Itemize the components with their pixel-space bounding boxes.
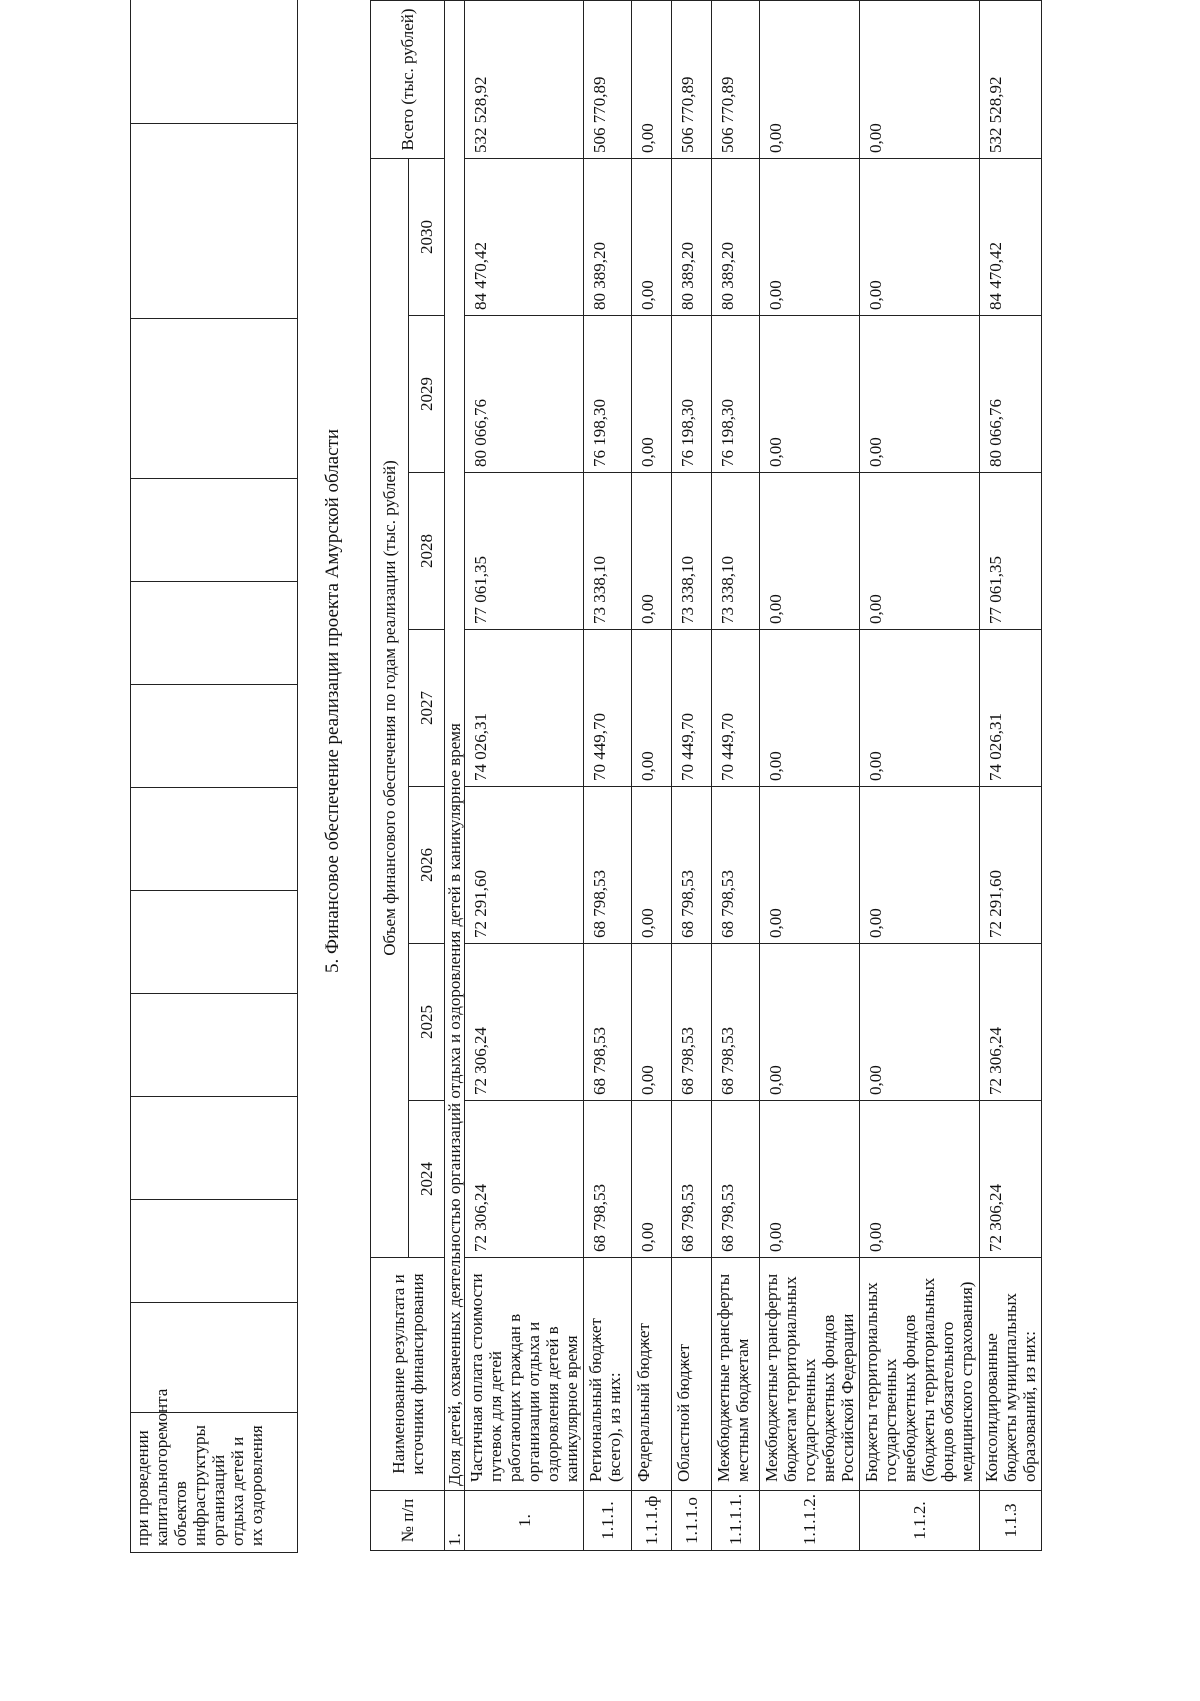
row-value: 0,00 xyxy=(632,630,672,787)
row-name: Консолидированные бюджеты муниципальных образований, из них: xyxy=(980,1258,1042,1491)
row-value: 76 198,30 xyxy=(672,316,712,473)
row-name: Межбюджетные трансферты бюджетам территориальных государственных внебюджетных фондов Российской Федерации xyxy=(760,1258,860,1491)
row-value: 70 449,70 xyxy=(672,630,712,787)
row-value: 0,00 xyxy=(860,1101,980,1258)
row-num: 1.1.1.ф xyxy=(632,1491,672,1551)
row-value: 0,00 xyxy=(860,787,980,944)
row-value: 0,00 xyxy=(860,630,980,787)
section-num: 1. xyxy=(445,1491,465,1551)
row-value: 80 389,20 xyxy=(672,158,712,315)
header-year: 2029 xyxy=(409,316,445,473)
fragment-cell xyxy=(131,582,298,685)
row-value: 0,00 xyxy=(860,158,980,315)
row-value: 70 449,70 xyxy=(712,630,760,787)
row-value: 80 389,20 xyxy=(712,158,760,315)
row-num: 1. xyxy=(465,1491,584,1551)
row-name: Федеральный бюджет xyxy=(632,1258,672,1491)
section-title: 5. Финансовое обеспечение реализации проекта Амурской области xyxy=(322,428,343,974)
row-value: 0,00 xyxy=(632,473,672,630)
fragment-cell xyxy=(131,994,298,1097)
fragment-cell xyxy=(131,685,298,788)
row-value: 80 389,20 xyxy=(584,158,632,315)
row-value: 0,00 xyxy=(632,316,672,473)
fragment-cell xyxy=(131,0,298,124)
row-value: 72 306,24 xyxy=(980,1101,1042,1258)
section-text: Доля детей, охваченных деятельностью организаций отдыха и оздоровления детей в каникулярное время xyxy=(445,0,465,1490)
row-value: 73 338,10 xyxy=(712,473,760,630)
row-value: 68 798,53 xyxy=(712,944,760,1101)
header-year: 2026 xyxy=(409,787,445,944)
row-value: 68 798,53 xyxy=(584,944,632,1101)
row-value: 72 306,24 xyxy=(465,1101,584,1258)
row-value: 0,00 xyxy=(760,944,860,1101)
fragment-cell xyxy=(131,1200,298,1303)
row-value: 80 066,76 xyxy=(465,316,584,473)
row-total: 532 528,92 xyxy=(980,0,1042,158)
row-value: 68 798,53 xyxy=(712,1101,760,1258)
row-value: 84 470,42 xyxy=(465,158,584,315)
row-value: 73 338,10 xyxy=(672,473,712,630)
header-name: Наименование результата и источники финансирования xyxy=(371,1258,445,1491)
row-total: 506 770,89 xyxy=(712,0,760,158)
table-row xyxy=(712,0,760,1550)
row-value: 0,00 xyxy=(760,787,860,944)
row-value: 0,00 xyxy=(760,1101,860,1258)
row-value: 68 798,53 xyxy=(584,1101,632,1258)
header-year: 2027 xyxy=(409,630,445,787)
row-name: Межбюджетные трансферты местным бюджетам xyxy=(712,1258,760,1491)
row-value: 70 449,70 xyxy=(584,630,632,787)
row-value: 68 798,53 xyxy=(672,787,712,944)
header-year: 2025 xyxy=(409,944,445,1101)
row-name: Частичная оплата стоимости путевок для детей работающих граждан в организации отдыха и оздоровления детей в каникулярное время xyxy=(465,1258,584,1491)
fragment-text: при проведении капитальногоремонта объектов инфраструктуры организаций отдыха детей и их оздоровления xyxy=(131,1413,298,1553)
table-row xyxy=(632,0,672,1550)
row-value: 80 066,76 xyxy=(980,316,1042,473)
row-value: 0,00 xyxy=(632,158,672,315)
row-value: 0,00 xyxy=(860,316,980,473)
table-row xyxy=(672,0,712,1550)
row-num: 1.1.2. xyxy=(860,1491,980,1551)
row-value: 0,00 xyxy=(860,944,980,1101)
row-value: 74 026,31 xyxy=(980,630,1042,787)
row-value: 0,00 xyxy=(632,787,672,944)
header-volume: Объем финансового обеспечения по годам реализации (тыс. рублей) xyxy=(371,158,409,1257)
row-num: 1.1.1.о xyxy=(672,1491,712,1551)
fragment-cell xyxy=(131,891,298,994)
row-name: Областной бюджет xyxy=(672,1258,712,1491)
row-value: 77 061,35 xyxy=(465,473,584,630)
row-value: 0,00 xyxy=(760,473,860,630)
row-value: 68 798,53 xyxy=(672,944,712,1101)
row-num: 1.1.1. xyxy=(584,1491,632,1551)
table-row xyxy=(980,0,1042,1550)
row-value: 73 338,10 xyxy=(584,473,632,630)
table-row xyxy=(760,0,860,1550)
row-value: 0,00 xyxy=(632,944,672,1101)
row-value: 77 061,35 xyxy=(980,473,1042,630)
row-value: 72 291,60 xyxy=(465,787,584,944)
row-num: 1.1.1.1. xyxy=(712,1491,760,1551)
row-value: 84 470,42 xyxy=(980,158,1042,315)
row-value: 72 306,24 xyxy=(465,944,584,1101)
row-value: 72 291,60 xyxy=(980,787,1042,944)
header-total: Всего (тыс. рублей) xyxy=(371,0,445,158)
row-num: 1.1.1.2. xyxy=(760,1491,860,1551)
row-value: 68 798,53 xyxy=(672,1101,712,1258)
row-name: Бюджеты территориальных государственных внебюджетных фондов (бюджеты территориальных фондов обязательного медицинского страхования) xyxy=(860,1258,980,1491)
fragment-cell xyxy=(131,1097,298,1200)
financing-table xyxy=(370,0,1042,1551)
row-total: 506 770,89 xyxy=(672,0,712,158)
fragment-table xyxy=(130,0,298,1553)
row-total: 0,00 xyxy=(760,0,860,158)
row-value: 0,00 xyxy=(860,473,980,630)
table-row xyxy=(465,0,584,1550)
row-num: 1.1.3 xyxy=(980,1491,1042,1551)
row-value: 76 198,30 xyxy=(712,316,760,473)
table-row xyxy=(860,0,980,1550)
row-total: 532 528,92 xyxy=(465,0,584,158)
row-total: 506 770,89 xyxy=(584,0,632,158)
row-value: 68 798,53 xyxy=(712,787,760,944)
row-total: 0,00 xyxy=(860,0,980,158)
row-total: 0,00 xyxy=(632,0,672,158)
row-value: 76 198,30 xyxy=(584,316,632,473)
header-year: 2028 xyxy=(409,473,445,630)
fragment-cell xyxy=(131,788,298,891)
row-name: Региональный бюджет (всего), из них: xyxy=(584,1258,632,1491)
table-row xyxy=(584,0,632,1550)
row-value: 0,00 xyxy=(632,1101,672,1258)
row-value: 68 798,53 xyxy=(584,787,632,944)
fragment-cell xyxy=(131,124,298,319)
row-value: 0,00 xyxy=(760,158,860,315)
row-value: 74 026,31 xyxy=(465,630,584,787)
header-year: 2024 xyxy=(409,1101,445,1258)
row-value: 0,00 xyxy=(760,630,860,787)
fragment-cell xyxy=(131,319,298,479)
header-num: № п/п xyxy=(371,1491,445,1551)
row-value: 0,00 xyxy=(760,316,860,473)
header-year: 2030 xyxy=(409,158,445,315)
fragment-cell xyxy=(131,479,298,582)
row-value: 72 306,24 xyxy=(980,944,1042,1101)
